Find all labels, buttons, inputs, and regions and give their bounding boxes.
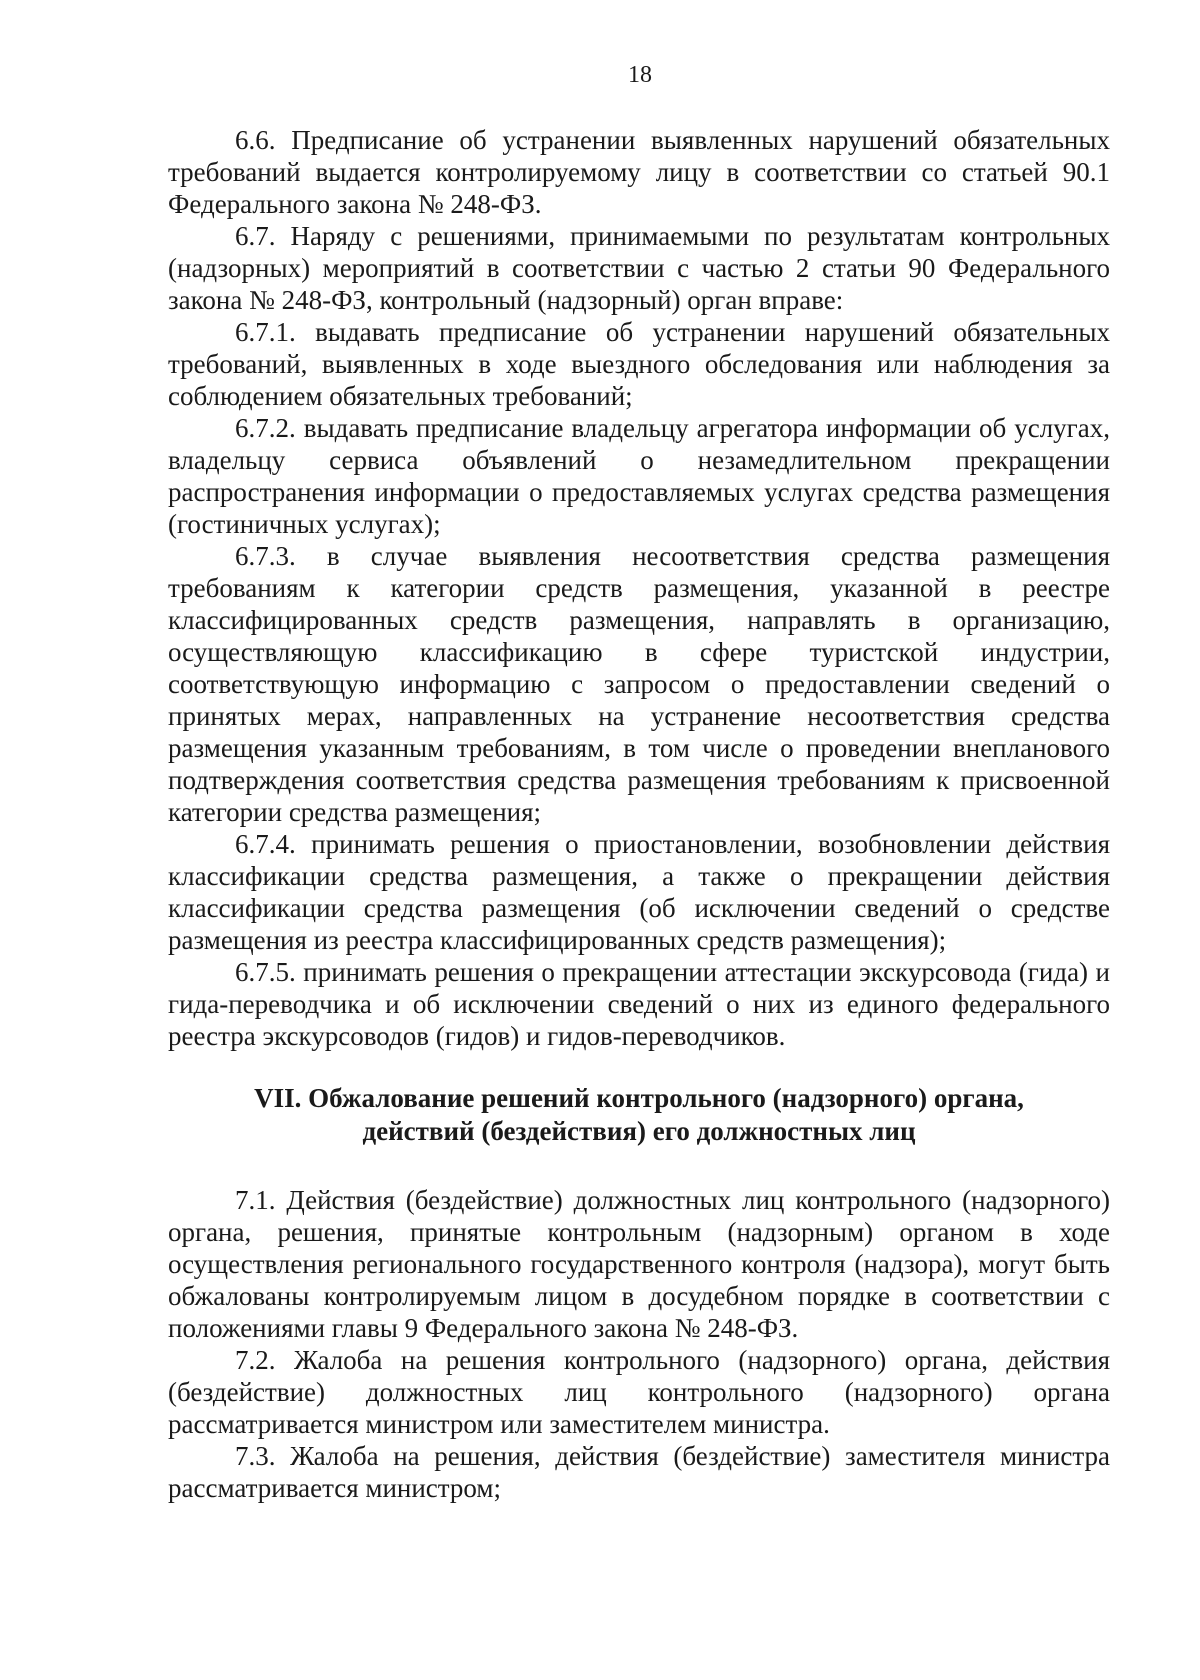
- paragraph-6-7-2: 6.7.2. выдавать предписание владельцу агрегатора информации об услугах, владельцу сервиса объявлений о незамедлительном прекращении распространения информации о предоставляемых услугах средства размещения (гостиничных услугах);: [168, 413, 1110, 539]
- paragraph-7-3: 7.3. Жалоба на решения, действия (бездействие) заместителя министра рассматривается министром;: [168, 1441, 1110, 1503]
- paragraph-6-7-3: 6.7.3. в случае выявления несоответствия средства размещения требованиям к категории средств размещения, указанной в реестре классифицированных средств размещения, направлять в организацию, осуществляющую классификацию в сфере туристской индустрии, соответствующую информацию с запросом о предоставлении сведений о принятых мерах, направленных на устранение несоответствия средства размещения указанным требованиям, в том числе о проведении внепланового подтверждения соответствия средства размещения требованиям к присвоенной категории средства размещения;: [168, 541, 1110, 827]
- section-heading-line-2: действий (бездействия) его должностных лиц: [362, 1116, 916, 1146]
- paragraph-7-1: 7.1. Действия (бездействие) должностных лиц контрольного (надзорного) органа, решения, принятые контрольным (надзорным) органом в ходе осуществления регионального государственного контроля (надзора), могут быть обжалованы контролируемым лицом в досудебном порядке в соответствии с положениями главы 9 Федерального закона № 248-ФЗ.: [168, 1185, 1110, 1343]
- paragraph-6-6: 6.6. Предписание об устранении выявленных нарушений обязательных требований выдается контролируемому лицу в соответствии со статьей 90.1 Федерального закона № 248-ФЗ.: [168, 125, 1110, 219]
- section-heading-line-1: VII. Обжалование решений контрольного (надзорного) органа,: [254, 1083, 1024, 1113]
- document-body: [168, 124, 1110, 1504]
- paragraph-6-7: 6.7. Наряду с решениями, принимаемыми по результатам контрольных (надзорных) мероприятий в соответствии с частью 2 статьи 90 Федерального закона № 248-ФЗ, контрольный (надзорный) орган вправе:: [168, 221, 1110, 315]
- paragraph-6-7-5: 6.7.5. принимать решения о прекращении аттестации экскурсовода (гида) и гида-переводчика и об исключении сведений о них из единого федерального реестра экскурсоводов (гидов) и гидов-переводчиков.: [168, 957, 1110, 1051]
- page-number: 18: [628, 62, 652, 88]
- paragraph-6-7-4: 6.7.4. принимать решения о приостановлении, возобновлении действия классификации средства размещения, а также о прекращении действия классификации средства размещения (об исключении сведений о средстве размещения из реестра классифицированных средств размещения);: [168, 829, 1110, 955]
- paragraph-6-7-1: 6.7.1. выдавать предписание об устранении нарушений обязательных требований, выявленных в ходе выездного обследования или наблюдения за соблюдением обязательных требований;: [168, 317, 1110, 411]
- paragraph-7-2: 7.2. Жалоба на решения контрольного (надзорного) органа, действия (бездействие) должностных лиц контрольного (надзорного) органа рассматривается министром или заместителем министра.: [168, 1345, 1110, 1439]
- section-heading: [168, 1082, 1110, 1148]
